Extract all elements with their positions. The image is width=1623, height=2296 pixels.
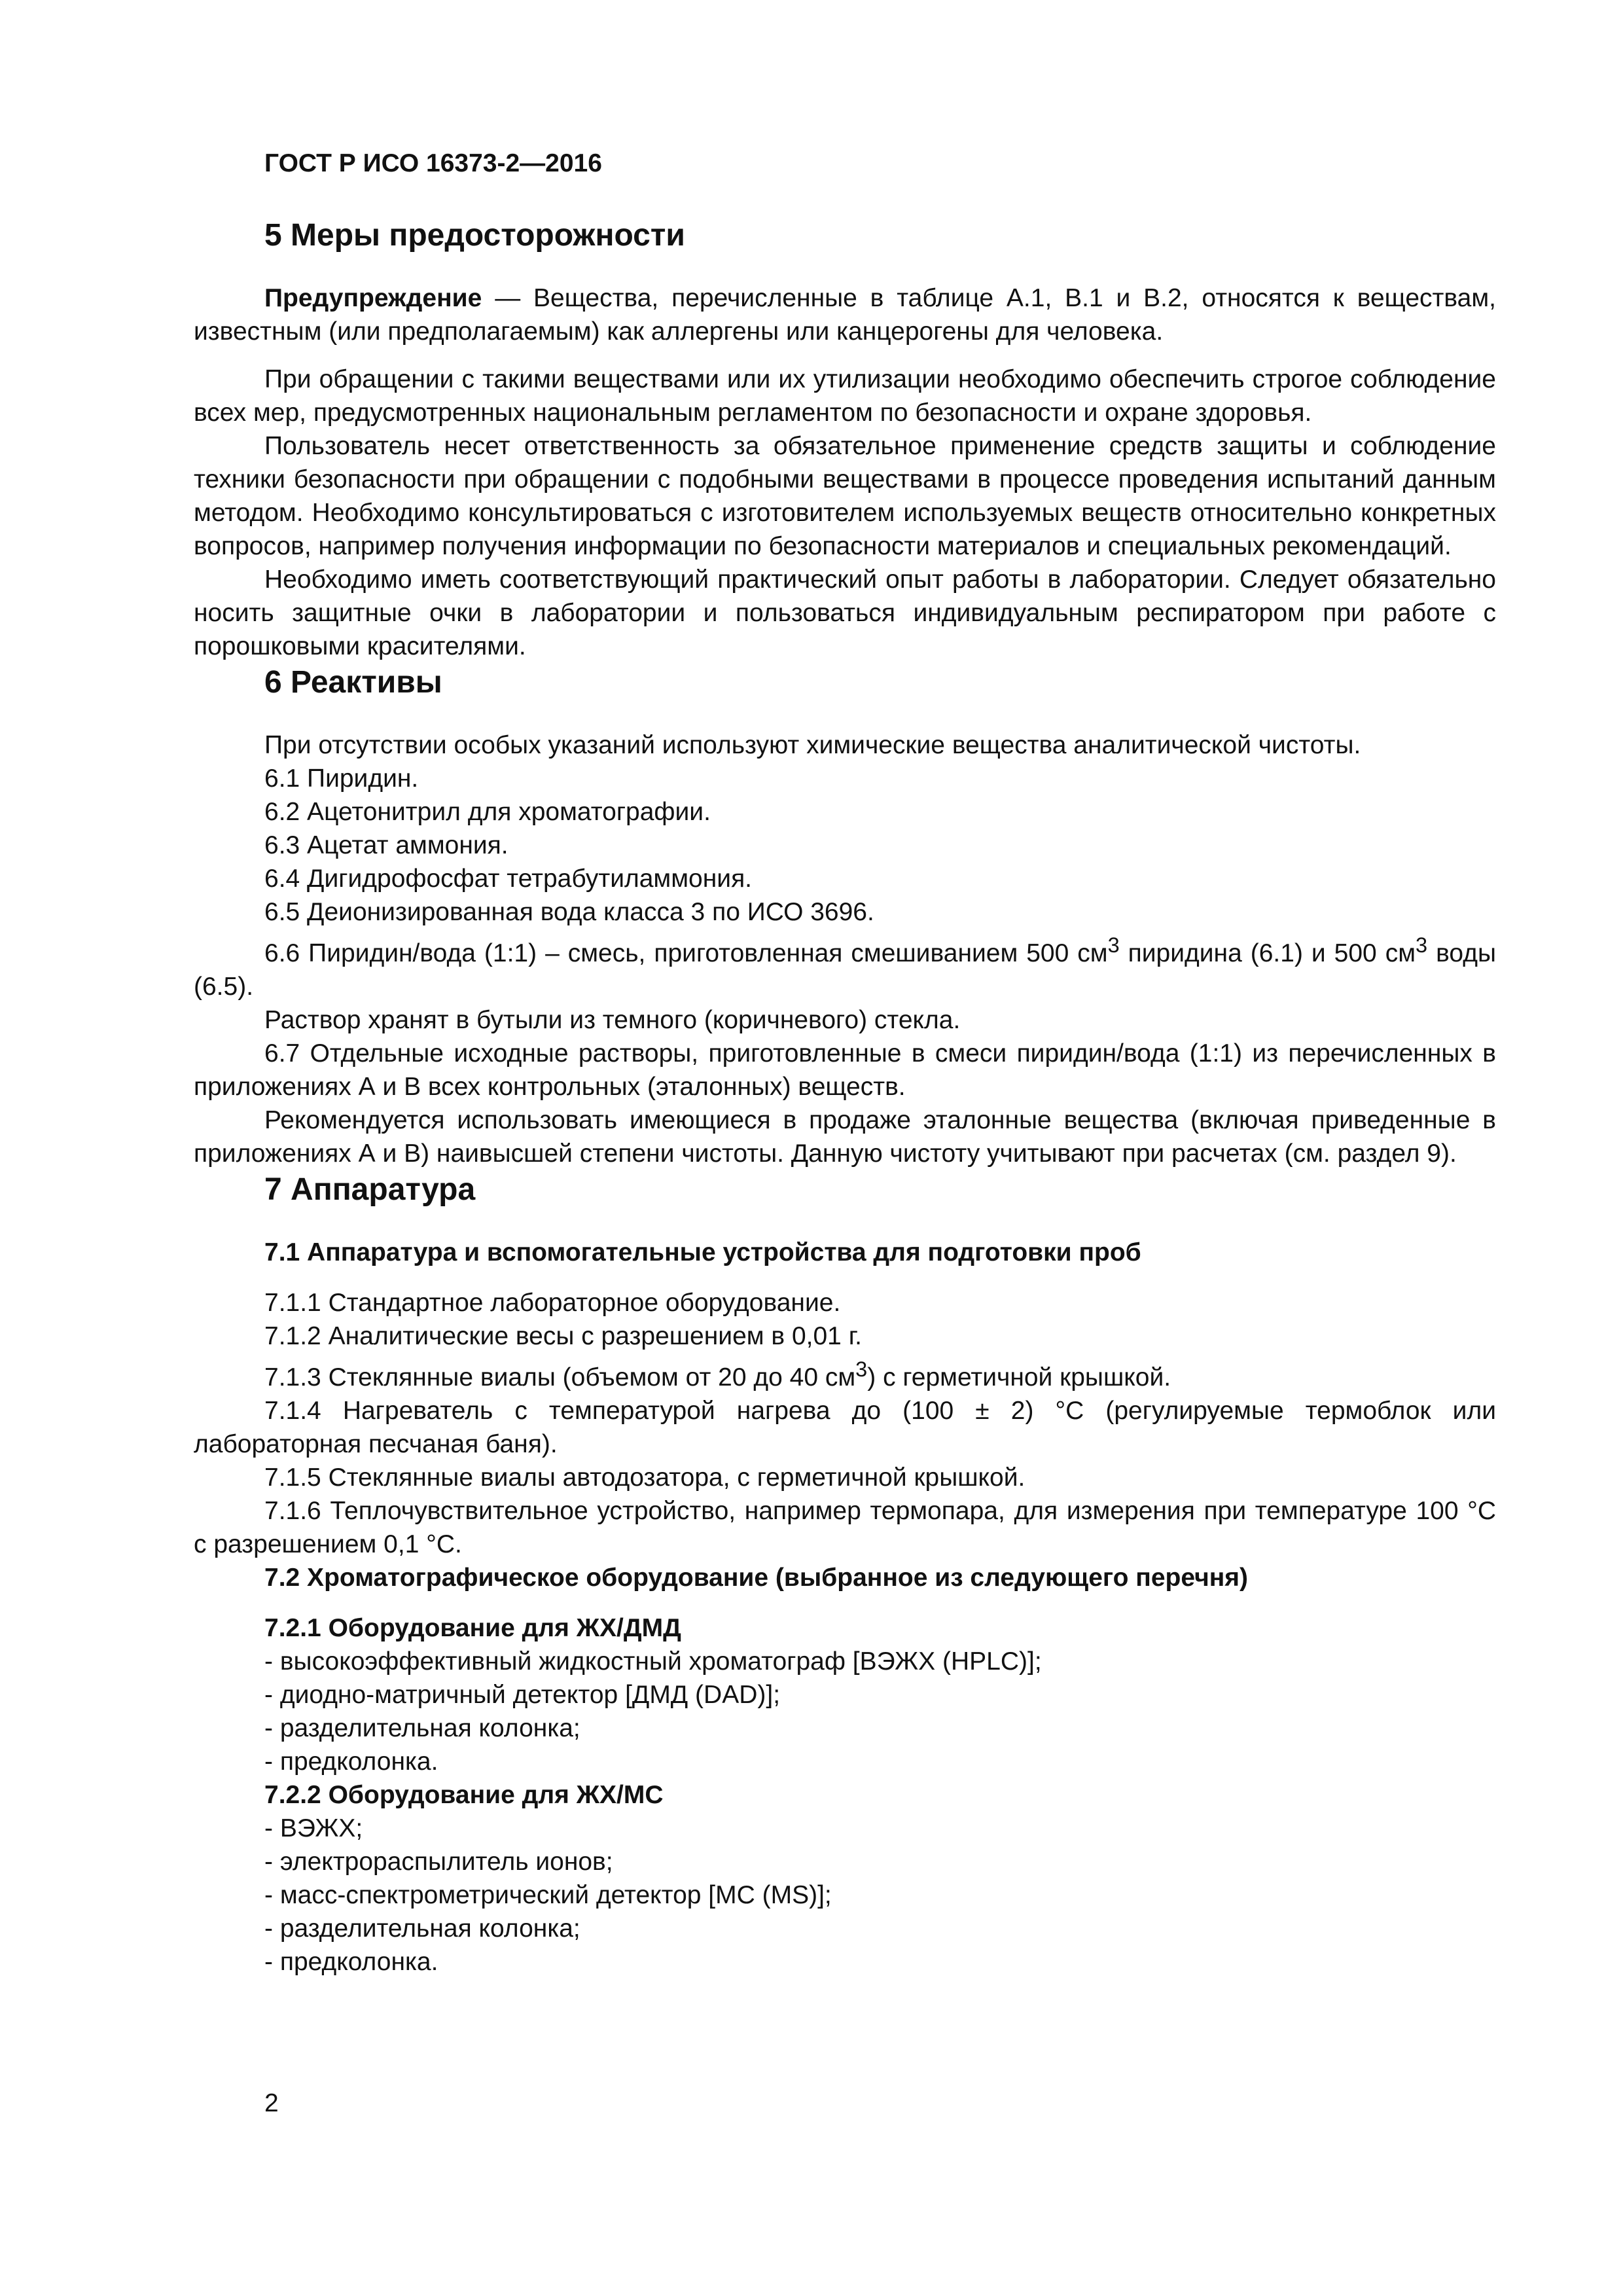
s6-item-5: 6.5 Деионизированная вода класса 3 по ИСО 3696. bbox=[264, 898, 874, 926]
superscript-3: 3 bbox=[1416, 933, 1428, 957]
page-content bbox=[194, 216, 1496, 1979]
list-item: - разделительная колонка; bbox=[264, 1714, 580, 1742]
s5-paragraph-2: Пользователь несет ответственность за обязательное применение средств защиты и соблюдение техники безопасности при обращении с подобными веществами в процессе проведения испытаний данным методом. Необходимо консультироваться с изготовителем используемых веществ относительно конкретных вопросов, например получения информации по безопасности материалов и специальных рекомендаций. bbox=[194, 432, 1496, 560]
s6-item-4: 6.4 Дигидрофосфат тетрабутиламмония. bbox=[264, 865, 753, 893]
s6-item-6 bbox=[194, 929, 1496, 1003]
warning-text: — Вещества, перечисленные в таблице А.1, В.1 и В.2, относятся к веществам, известным (или предполагаемым) как аллергены или канцерогены для человека. bbox=[194, 284, 1496, 346]
s6-item-6-part-b: пиридина (6.1) и 500 см bbox=[1119, 939, 1416, 967]
section-5-title: 5 Меры предосторожности bbox=[264, 218, 685, 253]
running-header: ГОСТ Р ИСО 16373-2—2016 bbox=[264, 149, 602, 177]
list-item: - электрораспылитель ионов; bbox=[264, 1848, 613, 1876]
page-number: 2 bbox=[264, 2089, 279, 2117]
list-item: - ВЭЖХ; bbox=[264, 1814, 363, 1842]
s6-storage: Раствор хранят в бутыли из темного (коричневого) стекла. bbox=[264, 1006, 961, 1034]
s7-item-7-1-2: 7.1.2 Аналитические весы с разрешением в 0,01 г. bbox=[264, 1322, 862, 1350]
section-6-title: 6 Реактивы bbox=[264, 665, 442, 700]
s5-paragraph-1: При обращении с такими веществами или их утилизации необходимо обеспечить строгое соблюдение всех мер, предусмотренных национальным регламентом по безопасности и охране здоровья. bbox=[194, 365, 1496, 427]
list-item: - предколонка. bbox=[264, 1948, 438, 1976]
section-7-title: 7 Аппаратура bbox=[264, 1172, 476, 1207]
superscript-3: 3 bbox=[1107, 933, 1120, 957]
superscript-3: 3 bbox=[855, 1357, 868, 1381]
subsection-7-2-1-title: 7.2.1 Оборудование для ЖХ/ДМД bbox=[264, 1614, 681, 1642]
s7-item-7-1-6: 7.1.6 Теплочувствительное устройство, например термопара, для измерения при температуре 100 °С с разрешением 0,1 °С. bbox=[194, 1497, 1496, 1558]
equipment-list-7-2-1 bbox=[194, 1611, 1496, 1979]
s7-item-7-1-1: 7.1.1 Стандартное лабораторное оборудование. bbox=[264, 1289, 841, 1317]
s6-item-3: 6.3 Ацетат аммония. bbox=[264, 831, 508, 859]
warning-label: Предупреждение bbox=[264, 284, 482, 312]
s7-item-7-1-3-part-a: 7.1.3 Стеклянные виалы (объемом от 20 до 40 см bbox=[264, 1363, 856, 1391]
warning-paragraph bbox=[194, 281, 1496, 348]
s6-item-7: 6.7 Отдельные исходные растворы, приготовленные в смеси пиридин/вода (1:1) из перечисленных в приложениях А и В всех контрольных (эталонных) веществ. bbox=[194, 1039, 1496, 1101]
s6-item-1: 6.1 Пиридин. bbox=[264, 764, 419, 793]
list-item: - диодно-матричный детектор [ДМД (DAD)]; bbox=[264, 1681, 781, 1709]
list-item: - предколонка. bbox=[264, 1748, 438, 1776]
list-item: - масс-спектрометрический детектор [МС (MS)]; bbox=[264, 1881, 832, 1909]
subsection-7-1-title: 7.1 Аппаратура и вспомогательные устройства для подготовки проб bbox=[264, 1238, 1141, 1266]
s7-item-7-1-3 bbox=[194, 1353, 1496, 1394]
s6-recommendation: Рекомендуется использовать имеющиеся в продаже эталонные вещества (включая приведенные в приложениях А и В) наивысшей степени чистоты. Данную чистоту учитывают при расчетах (см. раздел 9). bbox=[194, 1106, 1496, 1168]
s6-item-6-part-c: воды (6.5). bbox=[194, 939, 1496, 1001]
s7-item-7-1-5: 7.1.5 Стеклянные виалы автодозатора, с герметичной крышкой. bbox=[264, 1463, 1026, 1492]
s6-item-2: 6.2 Ацетонитрил для хроматографии. bbox=[264, 798, 711, 826]
s5-paragraph-3: Необходимо иметь соответствующий практический опыт работы в лаборатории. Следует обязательно носить защитные очки в лаборатории и пользоваться индивидуальным респиратором при работе с порошковыми красителями. bbox=[194, 565, 1496, 660]
s7-item-7-1-4: 7.1.4 Нагреватель с температурой нагрева до (100 ± 2) °С (регулируемые термоблок или лабораторная песчаная баня). bbox=[194, 1397, 1496, 1458]
subsection-7-2-2-title: 7.2.2 Оборудование для ЖХ/МС bbox=[264, 1781, 664, 1809]
subsection-7-2-title: 7.2 Хроматографическое оборудование (выбранное из следующего перечня) bbox=[264, 1564, 1249, 1592]
list-item: - разделительная колонка; bbox=[264, 1914, 580, 1943]
s7-item-7-1-3-part-b: ) с герметичной крышкой. bbox=[867, 1363, 1171, 1391]
s6-item-6-part-a: 6.6 Пиридин/вода (1:1) – смесь, приготовленная смешиванием 500 см bbox=[264, 939, 1108, 967]
list-item: - высокоэффективный жидкостный хроматограф [ВЭЖХ (HPLC)]; bbox=[264, 1647, 1042, 1676]
s6-intro: При отсутствии особых указаний используют химические вещества аналитической чистоты. bbox=[264, 731, 1361, 759]
